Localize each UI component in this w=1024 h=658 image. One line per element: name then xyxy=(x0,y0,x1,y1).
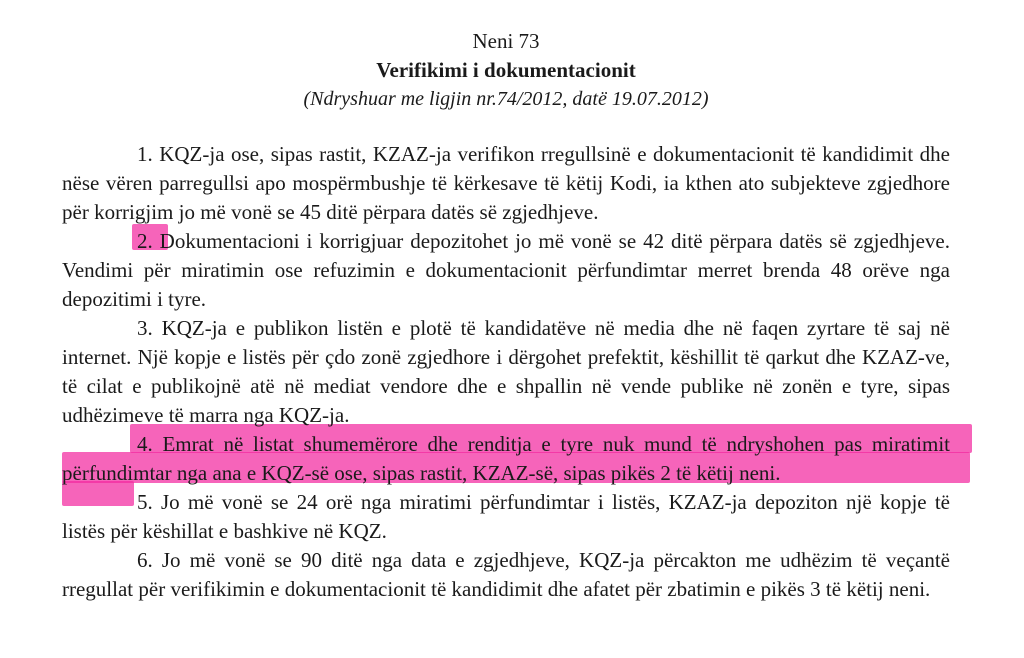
article-amendment-note: (Ndryshuar me ligjin nr.74/2012, datë 19.07.2012) xyxy=(303,88,709,110)
article-body xyxy=(62,140,950,604)
paragraph-number: 6. xyxy=(137,548,153,572)
paragraph-number: 5. xyxy=(137,490,153,514)
paragraph-text: Jo më vonë se 24 orë nga miratimi përfundimtar i listës, KZAZ-ja depoziton një kopje të listës për këshillat e bashkive në KQZ. xyxy=(62,490,950,543)
paragraph-text: Dokumentacioni i korrigjuar depozitohet jo më vonë se 42 ditë përpara datës së zgjedhjeve. Vendimi për miratimin ose refuzimin e dokumentacionit përfundimtar merret brenda 48 orëve nga depozitimi i tyre. xyxy=(62,229,950,311)
paragraph-number: 3. xyxy=(137,316,153,340)
paragraph-text: Emrat në listat shumemërore dhe renditja e tyre nuk mund të ndryshohen pas miratimit përfundimtar nga ana e KQZ-së ose, sipas rastit, KZAZ-së, sipas pikës 2 të këtij neni. xyxy=(62,432,950,485)
paragraph-text: KQZ-ja ose, sipas rastit, KZAZ-ja verifikon rregullsinë e dokumentacionit të kandidimit dhe nëse vëren parregullsi apo mospërmbushje të kërkesave të këtij Kodi, ia kthen ato subjekteve zgjedhore për korrigjim jo më vonë se 45 ditë përpara datës së zgjedhjeve. xyxy=(62,142,950,224)
paragraph-2 xyxy=(62,227,950,314)
paragraph-text: KQZ-ja e publikon listën e plotë të kandidatëve në media dhe në faqen zyrtare të saj në internet. Një kopje e listës për çdo zonë zgjedhore i dërgohet prefektit, këshillit të qarkut dhe KZAZ-ve, të cilat e publikojnë atë në mediat vendore dhe e shpallin në vende publike në zonën e tyre, sipas udhëzimeve të marra nga KQZ-ja. xyxy=(62,316,950,427)
paragraph-number: 2. xyxy=(137,229,153,253)
paragraph-3 xyxy=(62,314,950,430)
paragraph-6 xyxy=(62,546,950,604)
paragraph-1 xyxy=(62,140,950,227)
document-page xyxy=(62,0,950,658)
paragraph-5 xyxy=(62,488,950,546)
article-title: Verifikimi i dokumentacionit xyxy=(376,58,636,82)
paragraph-number: 4. xyxy=(137,432,153,456)
article-number: Neni 73 xyxy=(472,29,540,53)
paragraph-number: 1. xyxy=(137,142,153,166)
paragraph-text: Jo më vonë se 90 ditë nga data e zgjedhjeve, KQZ-ja përcakton me udhëzim të veçantë rregullat për verifikimin e dokumentacionit të kandidimit dhe afatet për zbatimin e pikës 3 të këtij neni. xyxy=(62,548,950,601)
paragraph-4 xyxy=(62,430,950,488)
